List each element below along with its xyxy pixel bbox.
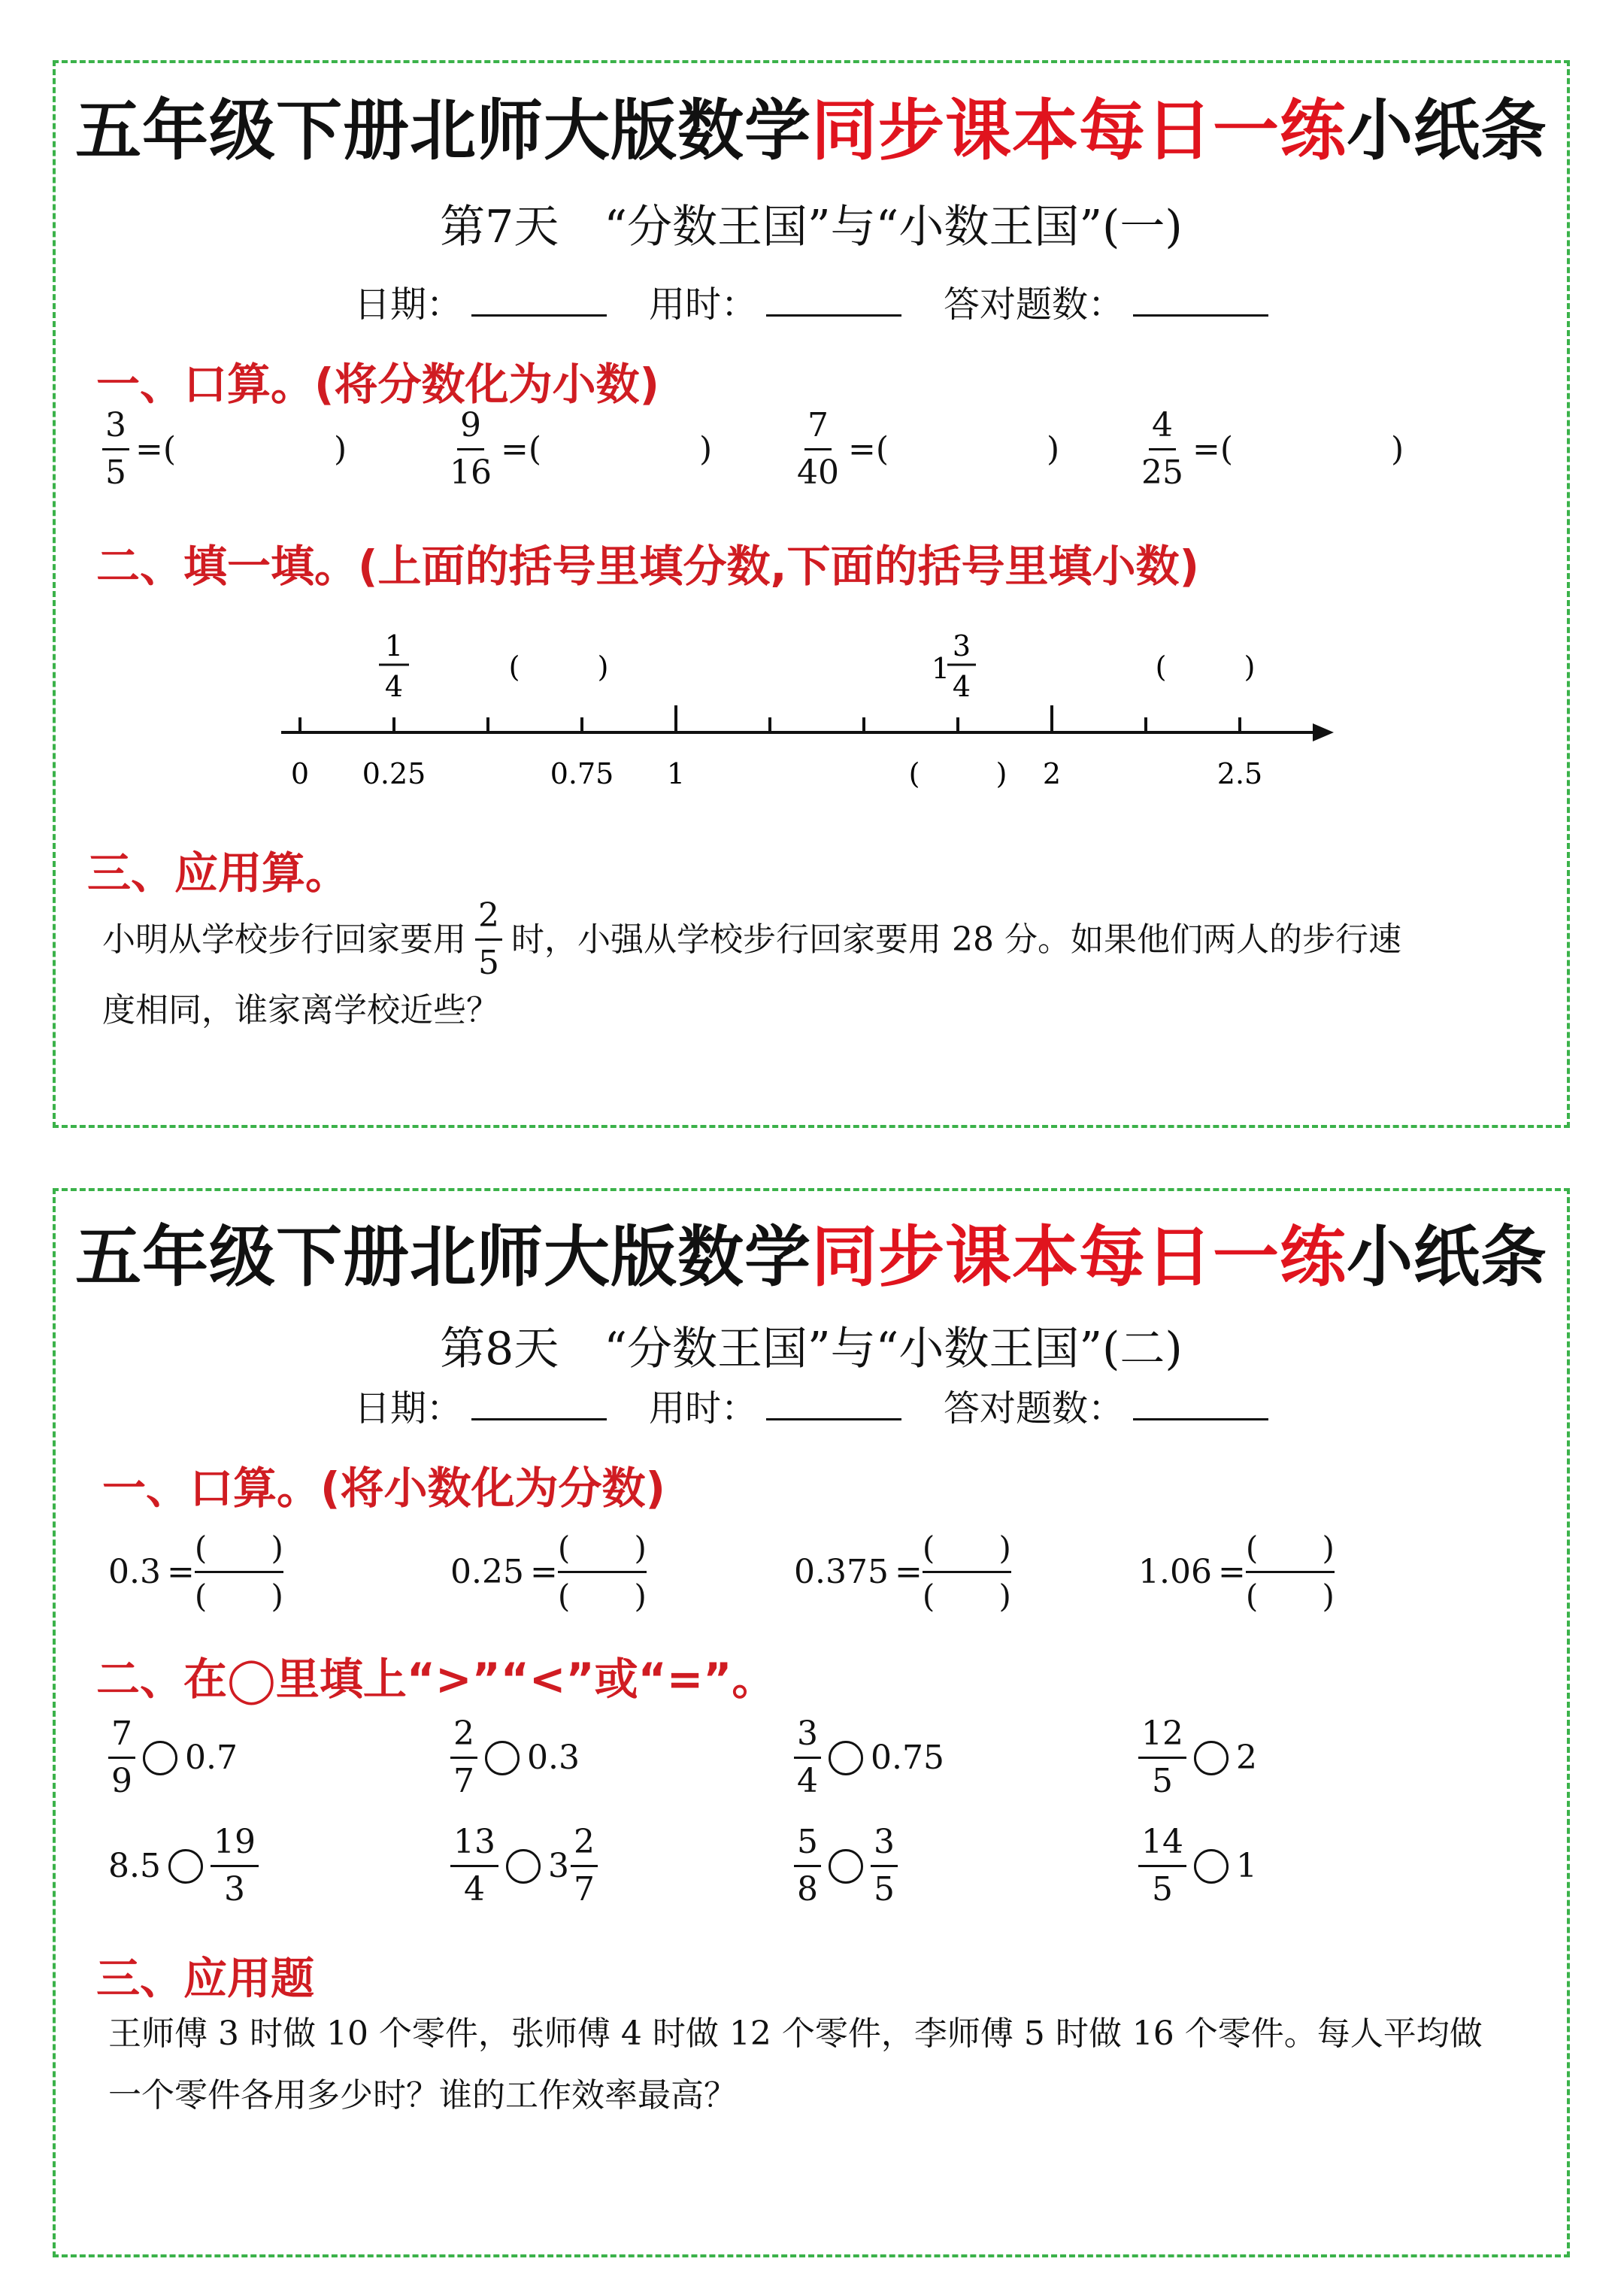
time-blank[interactable] xyxy=(766,1388,901,1420)
compare-4[interactable]: $\frac{12}{5}$ 2 xyxy=(1138,1717,1257,1798)
date-label: 日期： xyxy=(353,1387,462,1429)
compare-circle[interactable] xyxy=(1194,1741,1229,1775)
number-line xyxy=(266,605,1356,845)
title-black-part1: 五年级下册北师大版数学 xyxy=(74,92,811,169)
mixed-whole: 1 xyxy=(931,652,950,685)
time-label: 用时： xyxy=(648,1387,757,1429)
frac-above-num: 1 xyxy=(384,629,404,662)
paren-below-open: ( xyxy=(908,757,920,790)
number-line-arrow xyxy=(1313,723,1334,741)
worksheet-card-day7 xyxy=(53,60,1570,1128)
day-subtitle: 第7天 “分数王国”与“小数王国”(一) xyxy=(440,201,1183,253)
title-red-part: 同步课本每日一练 xyxy=(810,1218,1347,1296)
decimal-to-frac-2[interactable]: 0.25 = ( ) ( ) xyxy=(450,1529,647,1614)
compare-circle[interactable] xyxy=(506,1849,541,1884)
paren-above-2-open: ( xyxy=(1155,650,1167,684)
title-black-part2: 小纸条 xyxy=(1347,92,1548,169)
date-label: 日期： xyxy=(353,283,462,326)
title-black-part1: 五年级下册北师大版数学 xyxy=(74,1218,811,1296)
compare-2[interactable]: $\frac{2}{7}$ 0.3 xyxy=(450,1717,580,1798)
word-problem: 小明从学校步行回家要用 $\frac{2}{5}$ 时，小强从学校步行回家要用 28 分。如果他们两人的步行速 度相同，谁家离学校近些？ xyxy=(102,896,1401,1029)
compare-circle[interactable] xyxy=(829,1849,863,1884)
date-blank[interactable] xyxy=(471,284,607,317)
compare-circle[interactable] xyxy=(485,1741,520,1775)
frac-to-decimal-2[interactable]: $\frac{9}{16}$ =( ) xyxy=(450,406,713,492)
label-2.5: 2.5 xyxy=(1216,757,1263,790)
section-2-title: 二、填一填。(上面的括号里填分数,下面的括号里填小数) xyxy=(96,541,1200,592)
time-blank[interactable] xyxy=(766,284,901,317)
frac-to-decimal-1[interactable]: $\frac{3}{5}$ =( ) xyxy=(102,409,347,490)
date-blank[interactable] xyxy=(471,1388,607,1420)
label-0: 0 xyxy=(290,757,310,790)
word-problem: 王师傅 3 时做 10 个零件，张师傅 4 时做 12 个零件，李师傅 5 时做 16 个零件。每人平均做 一个零件各用多少时？谁的工作效率最高？ xyxy=(108,2015,1483,2115)
label-0.75: 0.75 xyxy=(550,757,614,790)
compare-7[interactable]: $\frac{5}{8}$ $\frac{3}{5}$ xyxy=(794,1826,898,1906)
paren-below-close: ) xyxy=(995,757,1007,790)
section-3-title: 三、应用题 xyxy=(96,1953,315,2004)
mixed-num: 3 xyxy=(952,629,971,662)
compare-6[interactable]: $\frac{13}{4}$ 3 $\frac{2}{7}$ xyxy=(450,1826,598,1906)
frac-to-decimal-3[interactable]: $\frac{7}{40}$ =( ) xyxy=(797,406,1060,492)
section-1-title: 一、口算。(将小数化为分数) xyxy=(102,1463,666,1514)
correct-count-blank[interactable] xyxy=(1133,284,1268,317)
decimal-to-frac-1[interactable]: 0.3 = ( ) ( ) xyxy=(108,1529,283,1614)
section-2-title: 二、在◯里填上“>”“<”或“=”。 xyxy=(96,1654,776,1705)
title-black-part2: 小纸条 xyxy=(1347,1218,1548,1296)
paren-above-2-close: ) xyxy=(1244,650,1256,684)
day-subtitle: 第8天 “分数王国”与“小数王国”(二) xyxy=(440,1323,1183,1375)
main-title xyxy=(56,78,1567,173)
frac-to-decimal-4[interactable]: $\frac{4}{25}$ =( ) xyxy=(1141,406,1404,492)
correct-count-label: 答对题数： xyxy=(944,1387,1125,1429)
correct-count-label: 答对题数： xyxy=(944,283,1125,326)
compare-5[interactable]: 8.5 $\frac{19}{3}$ xyxy=(108,1826,259,1906)
compare-circle[interactable] xyxy=(1194,1849,1229,1884)
compare-3[interactable]: $\frac{3}{4}$ 0.75 xyxy=(794,1717,944,1798)
frac-above-den: 4 xyxy=(384,670,404,703)
mixed-den: 4 xyxy=(952,670,971,703)
label-1: 1 xyxy=(666,757,686,790)
decimal-to-frac-4[interactable]: 1.06 = ( ) ( ) xyxy=(1138,1529,1335,1614)
label-2: 2 xyxy=(1042,757,1062,790)
meta-row xyxy=(56,1379,1567,1431)
main-title xyxy=(56,1205,1567,1299)
correct-count-blank[interactable] xyxy=(1133,1388,1268,1420)
worksheet-card-day8 xyxy=(53,1188,1570,2257)
compare-circle[interactable] xyxy=(829,1741,863,1775)
paren-above-1-open: ( xyxy=(508,650,520,684)
section-3-title: 三、应用算。 xyxy=(87,847,350,899)
decimal-to-frac-3[interactable]: 0.375 = ( ) ( ) xyxy=(794,1529,1011,1614)
paren-above-1-close: ) xyxy=(597,650,609,684)
time-label: 用时： xyxy=(648,283,757,326)
compare-8[interactable]: $\frac{14}{5}$ 1 xyxy=(1138,1826,1257,1906)
title-red-part: 同步课本每日一练 xyxy=(810,92,1347,169)
compare-circle[interactable] xyxy=(168,1849,203,1884)
meta-row xyxy=(56,275,1567,327)
compare-1[interactable]: $\frac{7}{9}$ 0.7 xyxy=(108,1717,238,1798)
compare-circle[interactable] xyxy=(143,1741,177,1775)
section-1-title: 一、口算。(将分数化为小数) xyxy=(96,359,660,410)
label-0.25: 0.25 xyxy=(362,757,426,790)
